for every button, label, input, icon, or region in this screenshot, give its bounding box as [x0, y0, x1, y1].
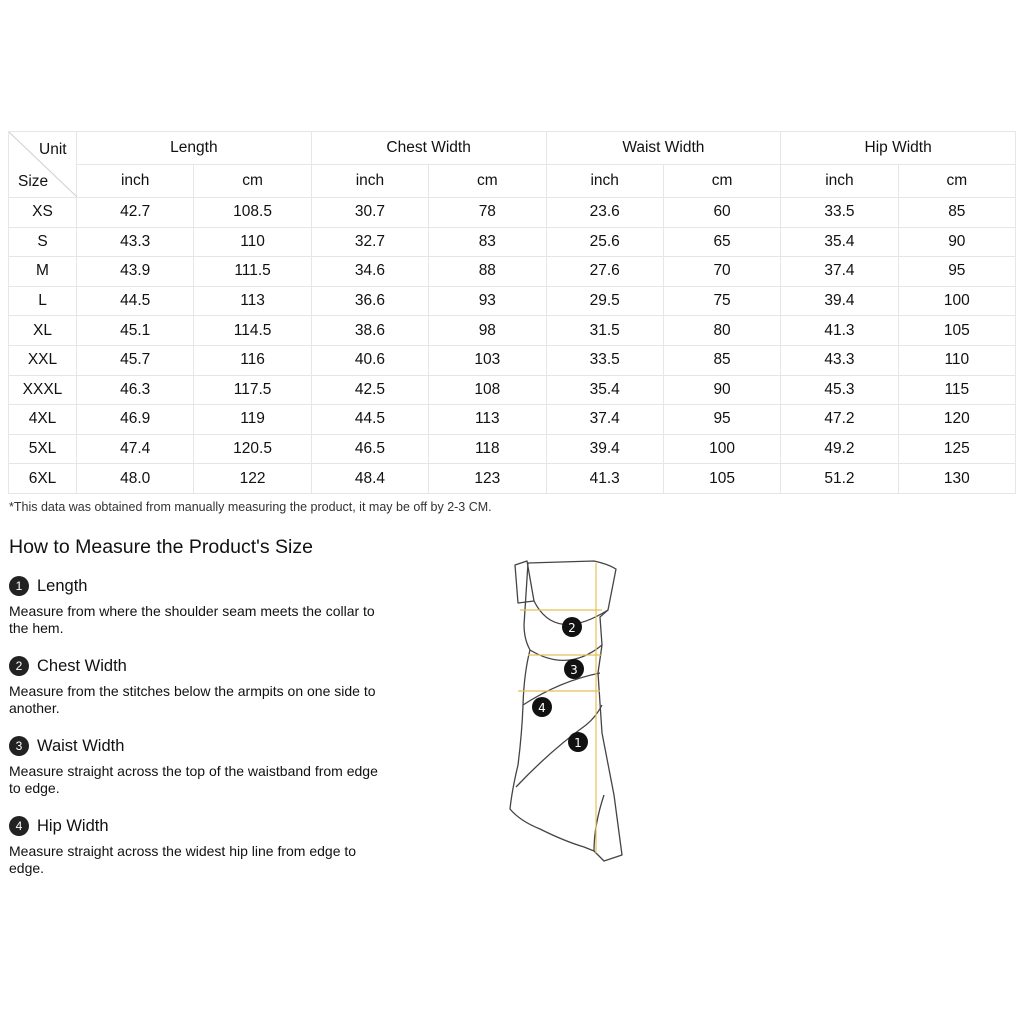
svg-text:2: 2: [568, 621, 576, 635]
value-cell: 118: [429, 434, 546, 464]
unit-header: cm: [663, 165, 780, 198]
svg-text:3: 3: [570, 663, 578, 677]
unit-header: inch: [781, 165, 898, 198]
value-cell: 23.6: [546, 198, 663, 228]
value-cell: 47.2: [781, 405, 898, 435]
value-cell: 46.3: [77, 375, 194, 405]
value-cell: 40.6: [311, 345, 428, 375]
step-name: Length: [37, 576, 88, 595]
value-cell: 70: [663, 257, 780, 287]
value-cell: 98: [429, 316, 546, 346]
value-cell: 35.4: [781, 227, 898, 257]
diagram-marker-3: [564, 659, 584, 679]
step-number-badge: 3: [9, 736, 29, 756]
step-description: Measure straight across the widest hip line from edge to edge.: [9, 843, 357, 876]
value-cell: 105: [898, 316, 1015, 346]
table-row: [9, 434, 1016, 464]
value-cell: 110: [898, 345, 1015, 375]
value-cell: 27.6: [546, 257, 663, 287]
value-cell: 41.3: [546, 464, 663, 494]
value-cell: 42.5: [311, 375, 428, 405]
step-description: Measure from the stitches below the armpits on one side to another.: [9, 683, 376, 716]
value-cell: 100: [898, 286, 1015, 316]
value-cell: 33.5: [781, 198, 898, 228]
unit-header: inch: [311, 165, 428, 198]
measurement-guide-lines: [518, 563, 602, 853]
size-cell: XS: [9, 198, 77, 228]
value-cell: 60: [663, 198, 780, 228]
value-cell: 65: [663, 227, 780, 257]
value-cell: 51.2: [781, 464, 898, 494]
table-row: [9, 227, 1016, 257]
step-hip-width: [9, 815, 379, 877]
value-cell: 113: [194, 286, 311, 316]
step-number-badge: 2: [9, 656, 29, 676]
unit-header: cm: [429, 165, 546, 198]
value-cell: 45.3: [781, 375, 898, 405]
step-description: Measure straight across the top of the waistband from edge to edge.: [9, 763, 378, 796]
value-cell: 43.3: [781, 345, 898, 375]
value-cell: 105: [663, 464, 780, 494]
step-number-badge: 1: [9, 576, 29, 596]
value-cell: 93: [429, 286, 546, 316]
size-cell: 4XL: [9, 405, 77, 435]
step-waist-width: [9, 735, 379, 797]
value-cell: 111.5: [194, 257, 311, 287]
corner-unit-label: Unit: [39, 141, 67, 158]
value-cell: 45.7: [77, 345, 194, 375]
value-cell: 80: [663, 316, 780, 346]
value-cell: 85: [663, 345, 780, 375]
value-cell: 46.9: [77, 405, 194, 435]
value-cell: 78: [429, 198, 546, 228]
table-row: [9, 198, 1016, 228]
value-cell: 45.1: [77, 316, 194, 346]
table-row: [9, 375, 1016, 405]
unit-header: cm: [194, 165, 311, 198]
value-cell: 103: [429, 345, 546, 375]
step-length: [9, 575, 379, 637]
unit-header: inch: [546, 165, 663, 198]
size-cell: XXL: [9, 345, 77, 375]
step-chest-width: [9, 655, 379, 717]
value-cell: 44.5: [311, 405, 428, 435]
diagram-marker-4: [532, 697, 552, 717]
value-cell: 43.3: [77, 227, 194, 257]
group-header-waist: Waist Width: [546, 132, 781, 165]
value-cell: 85: [898, 198, 1015, 228]
value-cell: 100: [663, 434, 780, 464]
unit-header: inch: [77, 165, 194, 198]
value-cell: 83: [429, 227, 546, 257]
svg-text:1: 1: [574, 736, 582, 750]
diagram-marker-2: [562, 617, 582, 637]
measurement-note: *This data was obtained from manually measuring the product, it may be off by 2-3 CM.: [9, 500, 492, 514]
table-row: [9, 464, 1016, 494]
size-cell: S: [9, 227, 77, 257]
table-row: [9, 316, 1016, 346]
group-header-chest: Chest Width: [311, 132, 546, 165]
dress-measurement-diagram: [490, 555, 640, 875]
value-cell: 39.4: [546, 434, 663, 464]
value-cell: 95: [898, 257, 1015, 287]
value-cell: 31.5: [546, 316, 663, 346]
value-cell: 38.6: [311, 316, 428, 346]
table-row: [9, 286, 1016, 316]
value-cell: 25.6: [546, 227, 663, 257]
size-cell: L: [9, 286, 77, 316]
value-cell: 88: [429, 257, 546, 287]
value-cell: 75: [663, 286, 780, 316]
value-cell: 122: [194, 464, 311, 494]
value-cell: 46.5: [311, 434, 428, 464]
value-cell: 43.9: [77, 257, 194, 287]
table-corner-header: [9, 132, 77, 198]
value-cell: 30.7: [311, 198, 428, 228]
value-cell: 49.2: [781, 434, 898, 464]
diagram-marker-1: [568, 732, 588, 752]
table-row: [9, 345, 1016, 375]
step-name: Waist Width: [37, 736, 125, 755]
value-cell: 110: [194, 227, 311, 257]
step-name: Hip Width: [37, 816, 109, 835]
value-cell: 44.5: [77, 286, 194, 316]
table-body: [9, 198, 1016, 494]
value-cell: 35.4: [546, 375, 663, 405]
value-cell: 119: [194, 405, 311, 435]
value-cell: 39.4: [781, 286, 898, 316]
value-cell: 123: [429, 464, 546, 494]
size-cell: 5XL: [9, 434, 77, 464]
value-cell: 108.5: [194, 198, 311, 228]
corner-size-label: Size: [18, 173, 49, 190]
step-description: Measure from where the shoulder seam meets the collar to the hem.: [9, 603, 375, 636]
value-cell: 29.5: [546, 286, 663, 316]
dress-outline: [510, 561, 622, 861]
step-name: Chest Width: [37, 656, 127, 675]
step-number-badge: 4: [9, 816, 29, 836]
unit-header: cm: [898, 165, 1015, 198]
value-cell: 120: [898, 405, 1015, 435]
how-to-title: How to Measure the Product's Size: [9, 536, 313, 558]
value-cell: 115: [898, 375, 1015, 405]
group-header-length: Length: [77, 132, 312, 165]
value-cell: 114.5: [194, 316, 311, 346]
value-cell: 95: [663, 405, 780, 435]
value-cell: 125: [898, 434, 1015, 464]
value-cell: 130: [898, 464, 1015, 494]
table-row: [9, 257, 1016, 287]
value-cell: 108: [429, 375, 546, 405]
value-cell: 33.5: [546, 345, 663, 375]
group-header-hip: Hip Width: [781, 132, 1016, 165]
size-cell: XL: [9, 316, 77, 346]
value-cell: 48.0: [77, 464, 194, 494]
value-cell: 42.7: [77, 198, 194, 228]
size-cell: 6XL: [9, 464, 77, 494]
value-cell: 37.4: [546, 405, 663, 435]
value-cell: 116: [194, 345, 311, 375]
size-chart-table: [8, 131, 1016, 494]
value-cell: 34.6: [311, 257, 428, 287]
value-cell: 113: [429, 405, 546, 435]
value-cell: 120.5: [194, 434, 311, 464]
value-cell: 90: [663, 375, 780, 405]
value-cell: 47.4: [77, 434, 194, 464]
value-cell: 117.5: [194, 375, 311, 405]
value-cell: 36.6: [311, 286, 428, 316]
value-cell: 48.4: [311, 464, 428, 494]
table-row: [9, 405, 1016, 435]
value-cell: 32.7: [311, 227, 428, 257]
svg-text:4: 4: [538, 701, 546, 715]
size-cell: M: [9, 257, 77, 287]
value-cell: 37.4: [781, 257, 898, 287]
size-cell: XXXL: [9, 375, 77, 405]
value-cell: 90: [898, 227, 1015, 257]
value-cell: 41.3: [781, 316, 898, 346]
